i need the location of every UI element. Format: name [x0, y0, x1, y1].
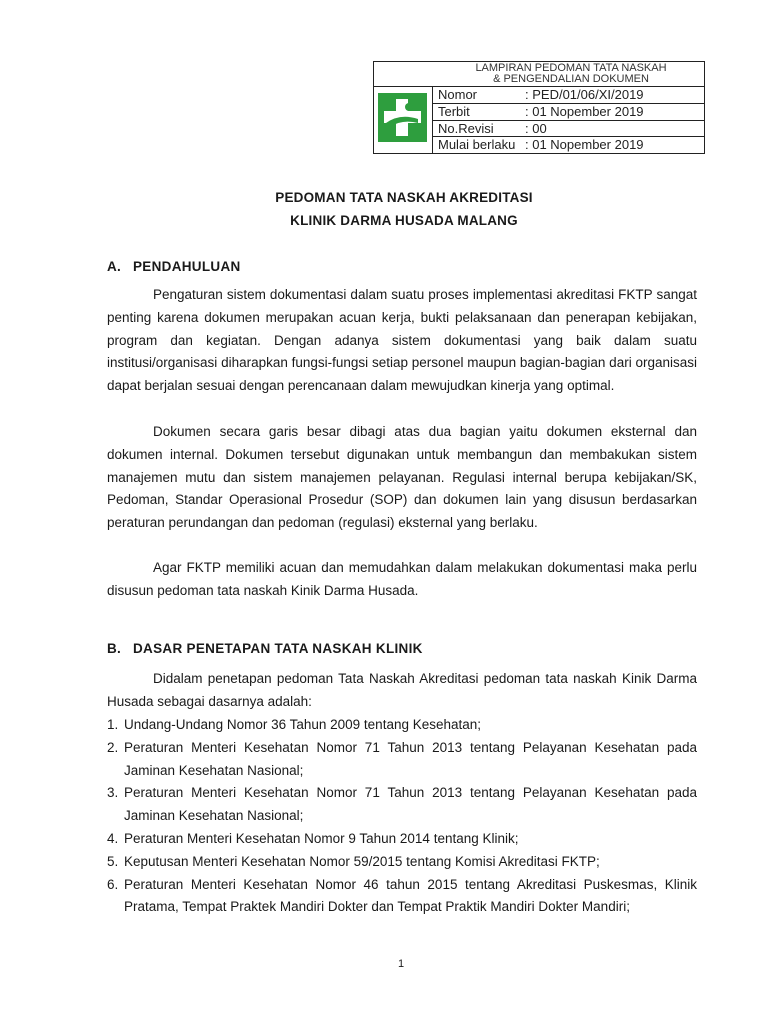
- header-title-line-1: LAMPIRAN PEDOMAN TATA NASKAH: [475, 62, 667, 74]
- list-item-number: 4.: [107, 830, 119, 846]
- header-row-terbit: [433, 104, 704, 121]
- paragraph-text: Pengaturan sistem dokumentasi dalam suatu proses implementasi akreditasi FKTP sangat penting karena dokumen merupakan acuan kerja, bukti pelaksanaan dan penerapan kebijakan, program dan kegiatan. Dengan adanya sistem dokumentasi yang baik dalam suatu institusi/organisasi diharapkan fungsi-fungsi setiap personel maupun bagian-bagian dari organisasi dapat berjalan sesuai dengan perencanaan dalam mewujudkan kinerja yang optimal.: [107, 287, 697, 394]
- section-b-intro: [107, 668, 697, 714]
- header-value: : 01 Nopember 2019: [525, 137, 644, 153]
- list-item: [107, 828, 697, 851]
- header-title-line-2: & PENGENDALIAN DOKUMEN: [493, 73, 649, 85]
- section-number: B.: [107, 641, 122, 656]
- list-item-text: Peraturan Menteri Kesehatan Nomor 71 Tahun 2013 tentang Pelayanan Kesehatan pada Jaminan Kesehatan Nasional;: [124, 739, 697, 778]
- section-b-heading: [107, 641, 423, 656]
- list-item-text: Keputusan Menteri Kesehatan Nomor 59/2015 tentang Komisi Akreditasi FKTP;: [124, 853, 600, 869]
- list-item: [107, 714, 697, 737]
- page-number: 1: [397, 958, 405, 970]
- header-value: : 00: [525, 120, 547, 136]
- header-row-nomor: [433, 87, 704, 104]
- section-a-paragraph-1: [107, 284, 697, 398]
- header-key: Terbit: [438, 103, 470, 119]
- section-a-heading: [107, 259, 241, 274]
- list-item-text: Peraturan Menteri Kesehatan Nomor 46 tahun 2015 tentang Akreditasi Puskesmas, Klinik Pratama, Tempat Praktek Mandiri Dokter dan Tempat Praktik Mandiri Dokter Mandiri;: [124, 876, 697, 915]
- section-title: PENDAHULUAN: [133, 259, 241, 274]
- document-title-line-2: KLINIK DARMA HUSADA MALANG: [290, 213, 518, 228]
- list-item-text: Undang-Undang Nomor 36 Tahun 2009 tentang Kesehatan;: [124, 717, 482, 732]
- list-item-number: 5.: [107, 853, 119, 869]
- list-item-number: 6.: [107, 876, 119, 892]
- list-item-number: 3.: [107, 785, 119, 801]
- header-value: : PED/01/06/XI/2019: [525, 87, 644, 102]
- logo-cell: [374, 87, 433, 153]
- list-item-number: 2.: [107, 739, 119, 755]
- paragraph-text: Dokumen secara garis besar dibagi atas dua bagian yaitu dokumen eksternal dan dokumen internal. Dokumen tersebut digunakan untuk membangun dan membakukan sistem manajemen mutu dan sistem manajemen pelayanan. Regulasi internal berupa kebijakan/SK, Pedoman, Standar Operasional Prosedur (SOP) dan dokumen lain yang disusun berdasarkan peraturan perundangan dan pedoman (regulasi) eksternal yang berlaku.: [107, 424, 697, 531]
- legal-basis-list: [107, 714, 697, 919]
- clinic-logo-icon: [378, 93, 427, 142]
- section-title: DASAR PENETAPAN TATA NASKAH KLINIK: [133, 641, 423, 656]
- document-title-line-1: PEDOMAN TATA NASKAH AKREDITASI: [275, 190, 533, 205]
- document-header-box: [373, 61, 705, 154]
- section-a-paragraph-3: [107, 557, 697, 603]
- paragraph-text: Agar FKTP memiliki acuan dan memudahkan dalam melakukan dokumentasi maka perlu disusun pedoman tata naskah Kinik Darma Husada.: [107, 560, 697, 598]
- list-item: [107, 851, 697, 874]
- header-key: Nomor: [438, 87, 478, 102]
- list-item-number: 1.: [107, 717, 119, 732]
- header-key: No.Revisi: [438, 120, 494, 136]
- list-item-text: Peraturan Menteri Kesehatan Nomor 9 Tahun 2014 tentang Klinik;: [124, 830, 519, 846]
- header-value: : 01 Nopember 2019: [525, 103, 644, 119]
- header-row-mulai-berlaku: [433, 137, 704, 154]
- header-row-revisi: [433, 121, 704, 138]
- list-item: [107, 782, 697, 828]
- section-number: A.: [107, 259, 122, 274]
- section-a-paragraph-2: [107, 421, 697, 535]
- list-item: [107, 737, 697, 783]
- paragraph-text: Didalam penetapan pedoman Tata Naskah Akreditasi pedoman tata naskah Kinik Darma Husada sebagai dasarnya adalah:: [107, 671, 697, 709]
- header-key: Mulai berlaku: [438, 137, 516, 153]
- list-item: [107, 874, 697, 920]
- header-title: [374, 62, 704, 87]
- header-info-table: [433, 87, 704, 153]
- list-item-text: Peraturan Menteri Kesehatan Nomor 71 Tahun 2013 tentang Pelayanan Kesehatan pada Jaminan Kesehatan Nasional;: [124, 785, 697, 824]
